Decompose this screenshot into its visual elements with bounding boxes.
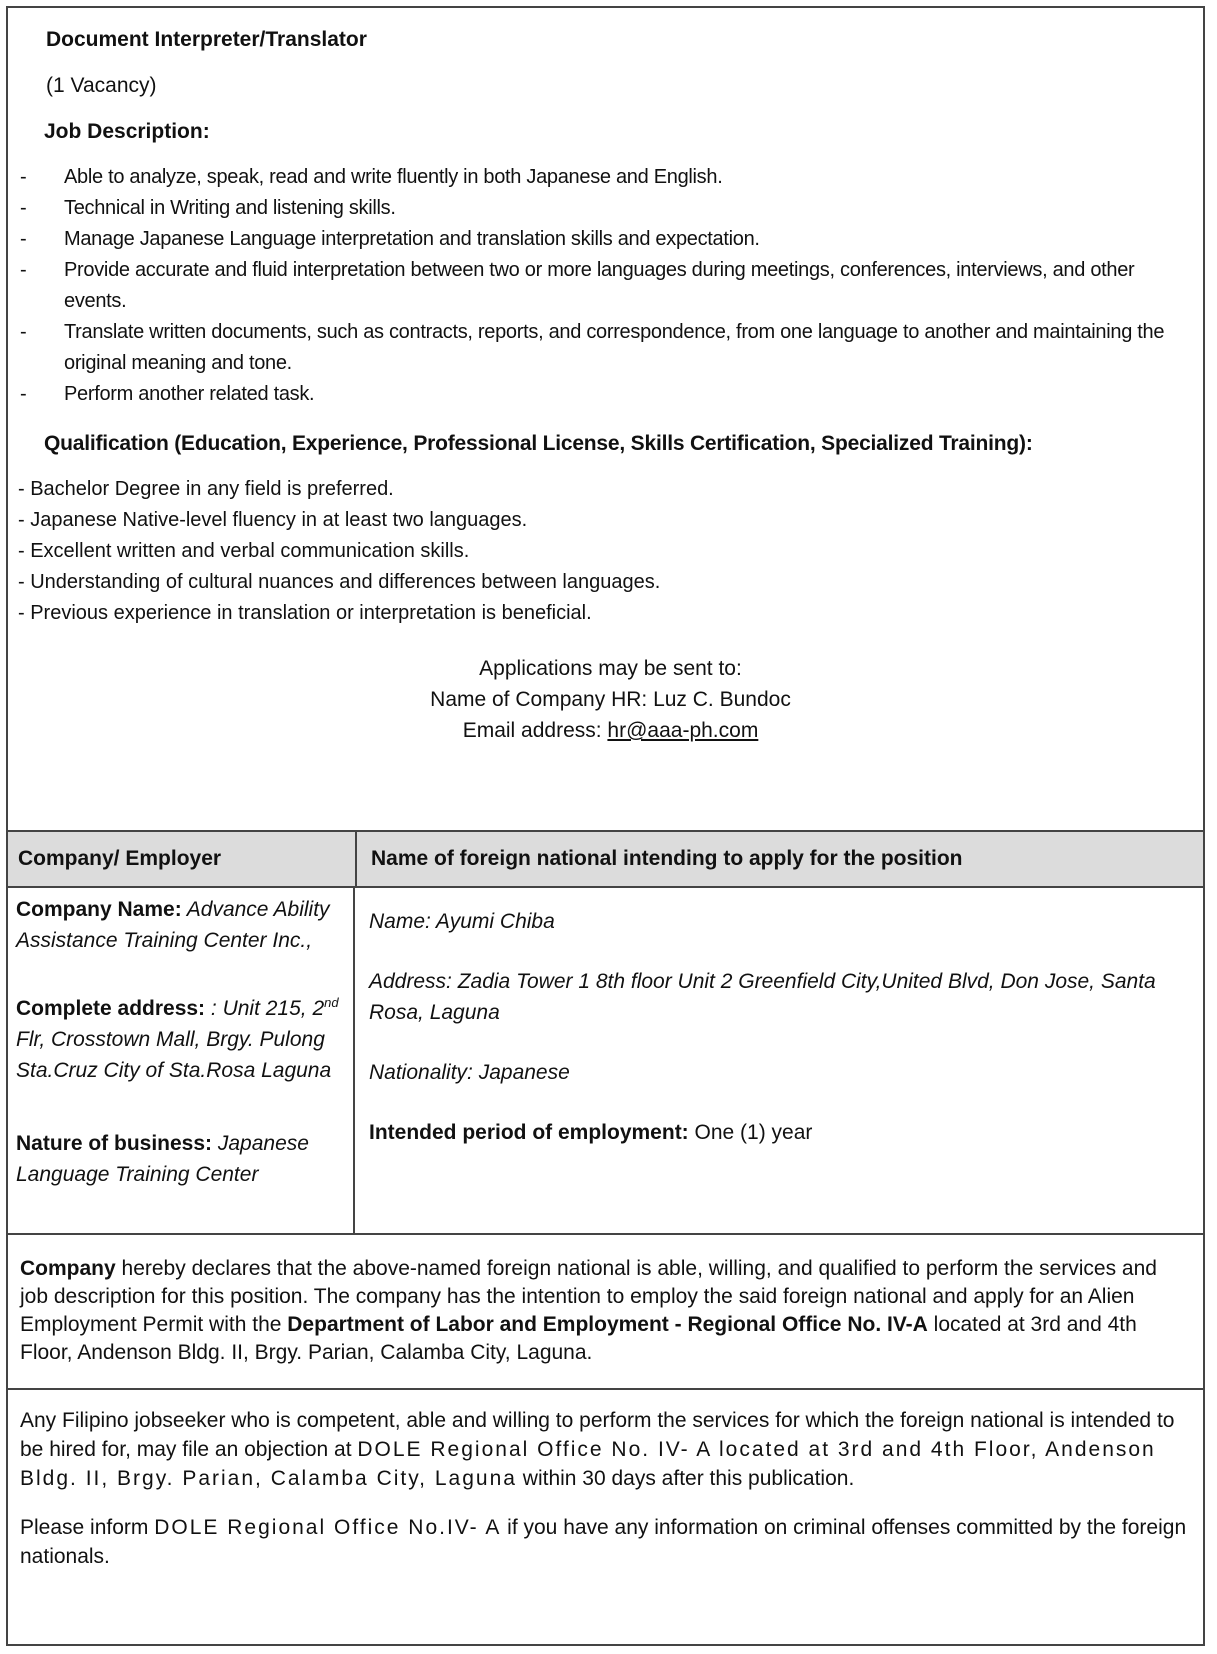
company-declaration: Company hereby declares that the above-named foreign national is able, willing, and qualified to perform the services and job description for this position. The company has the intention to employ the said foreign national and apply for an Alien Employment Permit with the Department of Labor and Employment - Regional Office No. IV-A located at 3rd and 4th Floor, Andenson Bldg. II, Brgy. Parian, Calamba City, Laguna. <box>8 1242 1203 1390</box>
application-info <box>8 653 1203 746</box>
email-line <box>18 715 1203 746</box>
job-description-heading: Job Description: <box>44 120 210 143</box>
list-item: - Understanding of cultural nuances and differences between languages. <box>18 571 661 593</box>
list-item: - Excellent written and verbal communication skills. <box>18 540 470 562</box>
job-notice-page <box>6 6 1205 1646</box>
list-item: - Manage Japanese Language interpretation and translation skills and expectation. <box>20 228 760 250</box>
company-column <box>8 888 355 1233</box>
header-foreign-national: Name of foreign national intending to apply for the position <box>371 847 963 870</box>
list-item: - Japanese Native-level fluency in at least two languages. <box>18 509 528 531</box>
job-section <box>8 8 1203 746</box>
list-item: - Able to analyze, speak, read and write fluently in both Japanese and English. <box>20 166 723 188</box>
qualification-list <box>8 474 1203 629</box>
email-label: Email address: <box>462 719 608 742</box>
company-address: Complete address: : Unit 215, 2nd Flr, Crosstown Mall, Brgy. Pulong Sta.Cruz City of Sta.Rosa Laguna <box>16 995 339 1082</box>
list-item: - Translate written documents, such as contracts, reports, and correspondence, from one language to another and maintaining the original meaning and tone. <box>20 321 1165 374</box>
employment-period: Intended period of employment: One (1) year <box>369 1121 813 1144</box>
job-description-list <box>8 162 1203 410</box>
list-item: - Perform another related task. <box>20 383 315 405</box>
foreign-national-column <box>355 888 1203 1233</box>
objection-notice: Any Filipino jobseeker who is competent, able and willing to perform the services for which the foreign national is intended to be hired for, may file an objection at DOLE Regional Office No. IV- A located at 3rd and 4th Floor, Andenson Bldg. II, Brgy. Parian, Calamba City, Laguna within 30 days after this publication. <box>20 1409 1175 1490</box>
hr-contact: Name of Company HR: Luz C. Bundoc <box>430 688 791 711</box>
list-item: - Previous experience in translation or interpretation is beneficial. <box>18 602 592 624</box>
foreign-name: Name: Ayumi Chiba <box>369 910 555 933</box>
foreign-address: Address: Zadia Tower 1 8th floor Unit 2 Greenfield City,United Blvd, Don Jose, Santa Rosa, Laguna <box>369 970 1156 1024</box>
list-item: - Bachelor Degree in any field is preferred. <box>18 478 394 500</box>
employer-table <box>8 830 1203 1235</box>
table-body <box>8 888 1203 1235</box>
criminal-info-notice: Please inform DOLE Regional Office No.IV- A if you have any information on criminal offenses committed by the foreign nationals. <box>20 1516 1187 1568</box>
list-item: - Provide accurate and fluid interpretation between two or more languages during meetings, conferences, interviews, and other events. <box>20 259 1135 312</box>
company-name: Company Name: Advance Ability Assistance Training Center Inc., <box>16 898 330 952</box>
vacancy-count: (1 Vacancy) <box>46 74 157 97</box>
public-notice <box>8 1392 1203 1571</box>
nature-of-business: Nature of business: Japanese Language Training Center <box>16 1132 309 1186</box>
email-link[interactable]: hr@aaa-ph.com <box>607 719 759 742</box>
header-company-employer: Company/ Employer <box>8 832 357 886</box>
job-title: Document Interpreter/Translator <box>46 28 367 51</box>
table-header <box>8 832 1203 888</box>
nationality: Nationality: Japanese <box>369 1061 570 1084</box>
qualification-heading: Qualification (Education, Experience, Professional License, Skills Certification, Specialized Training): <box>44 432 1033 455</box>
application-intro: Applications may be sent to: <box>479 657 742 680</box>
list-item: - Technical in Writing and listening skills. <box>20 197 396 219</box>
